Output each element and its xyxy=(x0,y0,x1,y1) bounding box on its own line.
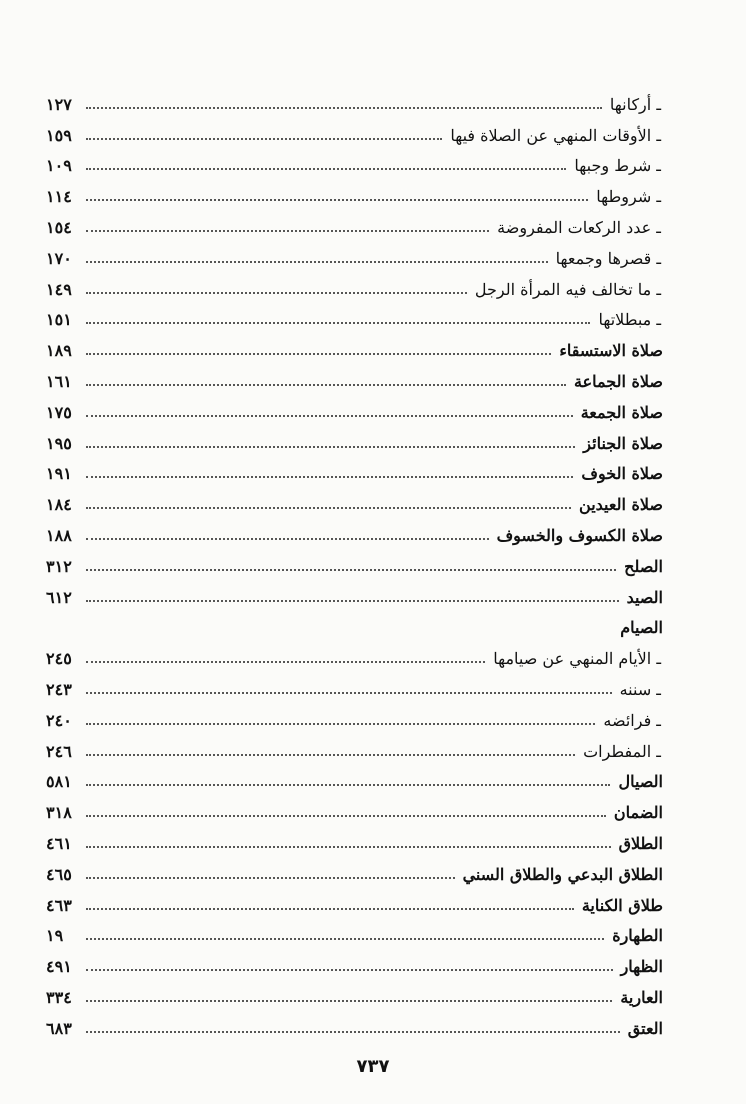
dot-leader xyxy=(86,446,575,448)
entry-label: صلاة الكسوف والخسوف xyxy=(496,525,663,545)
entry-label: ـ أركانها xyxy=(609,94,661,114)
dot-leader xyxy=(86,199,588,201)
entry-label: ـ المفطرات xyxy=(583,741,661,761)
entry-page-number: ١٨٨ xyxy=(46,525,72,545)
entry-page-number: ٦١٢ xyxy=(46,587,72,607)
entry-label: الطهارة xyxy=(612,926,663,946)
entry-label: ـ عدد الركعات المفروضة xyxy=(497,217,661,237)
entry-label: صلاة الخوف xyxy=(581,464,663,484)
entry-page-number: ١١٤ xyxy=(46,187,72,207)
entry-label: الصيام xyxy=(620,618,663,638)
entry-label: صلاة الاستسقاء xyxy=(559,341,663,361)
entry-label: صلاة الجماعة xyxy=(574,371,663,391)
entry-label: طلاق الكناية xyxy=(581,895,663,915)
dot-leader xyxy=(86,600,619,602)
entry-page-number: ١٦١ xyxy=(46,371,72,391)
dot-leader xyxy=(86,415,573,417)
entry-page-number: ٢٤٥ xyxy=(46,649,72,669)
index-list xyxy=(46,84,663,1039)
entry-label: ـ الأيام المنهي عن صيامها xyxy=(493,649,661,669)
entry-page-number: ١٠٩ xyxy=(46,156,72,176)
dot-leader xyxy=(86,938,604,940)
dot-leader xyxy=(86,1000,612,1002)
index-entry xyxy=(46,330,663,361)
entry-page-number: ٢٤٣ xyxy=(46,679,72,699)
entry-label: الظهار xyxy=(620,957,663,977)
index-entry xyxy=(46,1008,663,1039)
index-entry xyxy=(46,916,663,947)
dot-leader xyxy=(86,692,612,694)
entry-page-number: ١٩ xyxy=(46,926,64,946)
index-subentry xyxy=(46,269,663,300)
entry-label: ـ فرائضه xyxy=(603,710,661,730)
index-entry xyxy=(46,361,663,392)
entry-page-number: ١٩١ xyxy=(46,464,72,484)
dot-leader xyxy=(86,384,566,386)
index-subentry xyxy=(46,700,663,731)
dot-leader xyxy=(86,538,489,540)
entry-label: ـ قصرها وجمعها xyxy=(555,248,661,268)
entry-page-number: ٤٩١ xyxy=(46,957,72,977)
dot-leader xyxy=(86,969,613,971)
entry-label: الصيد xyxy=(626,587,663,607)
dot-leader xyxy=(86,908,574,910)
entry-page-number: ٣٣٤ xyxy=(46,987,72,1007)
index-subentry xyxy=(46,84,663,115)
dot-leader xyxy=(86,815,606,817)
entry-page-number: ٤٦١ xyxy=(46,833,72,853)
dot-leader xyxy=(86,1031,620,1033)
entry-page-number: ٦٨٣ xyxy=(46,1018,72,1038)
entry-label: العارية xyxy=(620,987,663,1007)
index-subentry xyxy=(46,638,663,669)
entry-label: ـ شروطها xyxy=(596,187,661,207)
index-subentry xyxy=(46,731,663,762)
index-subentry xyxy=(46,669,663,700)
entry-page-number: ١٥١ xyxy=(46,310,72,330)
index-entry xyxy=(46,608,663,639)
entry-label: ـ الأوقات المنهي عن الصلاة فيها xyxy=(450,125,661,145)
entry-label: الضمان xyxy=(613,803,663,823)
dot-leader xyxy=(86,138,442,140)
dot-leader xyxy=(86,507,571,509)
index-entry xyxy=(46,885,663,916)
dot-leader xyxy=(86,107,602,109)
index-subentry xyxy=(46,238,663,269)
entry-page-number: ١٢٧ xyxy=(46,94,72,114)
index-entry xyxy=(46,546,663,577)
index-entry xyxy=(46,854,663,885)
entry-page-number: ٣١٨ xyxy=(46,803,72,823)
entry-page-number: ١٧٥ xyxy=(46,402,72,422)
dot-leader xyxy=(86,261,548,263)
dot-leader xyxy=(86,723,595,725)
entry-label: صلاة الجنائز xyxy=(583,433,663,453)
entry-label: ـ شرط وجبها xyxy=(574,156,661,176)
entry-page-number: ١٨٤ xyxy=(46,495,72,515)
entry-label: ـ ما تخالف فيه المرأة الرجل xyxy=(474,279,661,299)
index-entry xyxy=(46,454,663,485)
index-subentry xyxy=(46,207,663,238)
dot-leader xyxy=(86,353,551,355)
entry-page-number: ١٥٤ xyxy=(46,217,72,237)
dot-leader xyxy=(86,476,573,478)
entry-label: ـ سننه xyxy=(619,679,661,699)
entry-label: الطلاق xyxy=(618,833,663,853)
index-entry xyxy=(46,977,663,1008)
dot-leader xyxy=(86,292,467,294)
index-entry xyxy=(46,577,663,608)
page-number: ٧٣٧ xyxy=(356,1056,390,1077)
index-entry xyxy=(46,392,663,423)
entry-label: الصلح xyxy=(624,556,663,576)
index-entry xyxy=(46,762,663,793)
dot-leader xyxy=(86,877,455,879)
dot-leader xyxy=(86,846,611,848)
index-entry xyxy=(46,423,663,454)
entry-label: صلاة الجمعة xyxy=(580,402,663,422)
index-subentry xyxy=(46,300,663,331)
entry-label: صلاة العيدين xyxy=(579,495,663,515)
index-subentry xyxy=(46,115,663,146)
entry-label: الصيال xyxy=(618,772,663,792)
index-entry xyxy=(46,515,663,546)
index-subentry xyxy=(46,146,663,177)
index-entry xyxy=(46,823,663,854)
index-entry xyxy=(46,792,663,823)
entry-page-number: ٥٨١ xyxy=(46,772,72,792)
entry-page-number: ١٥٩ xyxy=(46,125,72,145)
index-entry xyxy=(46,946,663,977)
entry-label: العتق xyxy=(627,1018,663,1038)
entry-page-number: ٤٦٥ xyxy=(46,864,72,884)
entry-page-number: ٤٦٣ xyxy=(46,895,72,915)
entry-page-number: ٢٤٠ xyxy=(46,710,72,730)
index-subentry xyxy=(46,176,663,207)
dot-leader xyxy=(86,168,566,170)
dot-leader xyxy=(86,661,485,663)
entry-page-number: ١٩٥ xyxy=(46,433,72,453)
entry-label: الطلاق البدعي والطلاق السني xyxy=(462,864,663,884)
dot-leader xyxy=(86,754,575,756)
dot-leader xyxy=(86,230,489,232)
entry-label: ـ مبطلاتها xyxy=(598,310,661,330)
entry-page-number: ١٨٩ xyxy=(46,341,72,361)
index-entry xyxy=(46,484,663,515)
dot-leader xyxy=(86,569,616,571)
entry-page-number: ١٤٩ xyxy=(46,279,72,299)
entry-page-number: ٣١٢ xyxy=(46,556,72,576)
entry-page-number: ٢٤٦ xyxy=(46,741,72,761)
entry-page-number: ١٧٠ xyxy=(46,248,72,268)
dot-leader xyxy=(86,322,590,324)
dot-leader xyxy=(86,784,610,786)
